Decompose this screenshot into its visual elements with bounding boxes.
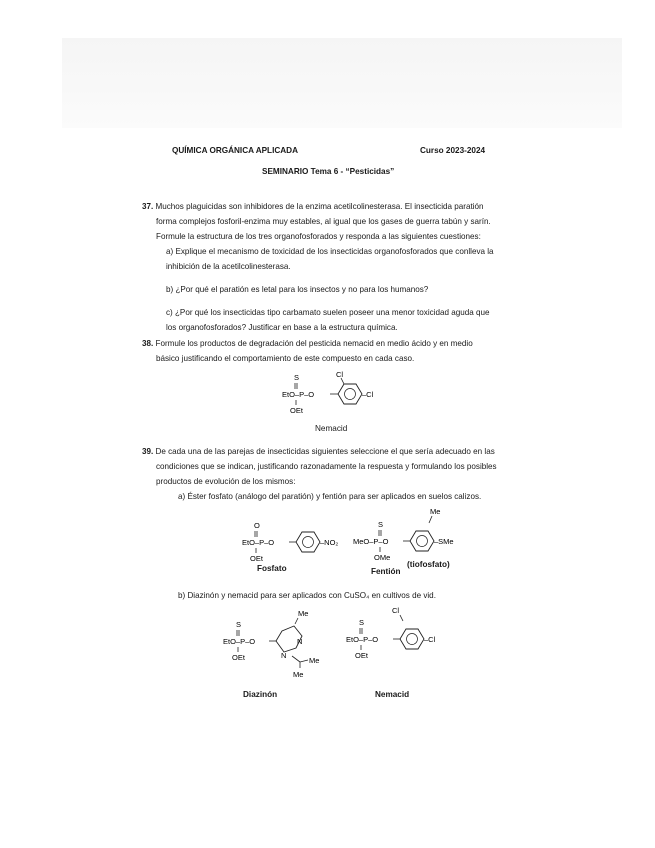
- q37-a-line-2: inhibición de la acetilcolinesterasa.: [166, 262, 291, 271]
- q39-line-3: productos de evolución de los mismos:: [156, 477, 296, 486]
- question-39: [142, 444, 517, 489]
- atom-oet: OEt: [290, 406, 303, 415]
- page-shadow: [62, 38, 622, 128]
- atom-s: S: [236, 620, 242, 629]
- atom-cl-top: Cl: [336, 370, 344, 379]
- course-year: Curso 2023-2024: [420, 146, 486, 155]
- q37-line-3: Formule la estructura de los tres organofosforados y responda a las siguientes cuestiones:: [156, 232, 481, 241]
- atom-me-bottom: Me: [293, 670, 304, 679]
- atom-s: S: [359, 618, 365, 627]
- atom-oet: OEt: [250, 554, 263, 563]
- fention-caption: Fentión: [371, 567, 401, 576]
- atom-oet: OEt: [355, 651, 368, 660]
- atom-o: O: [254, 521, 260, 530]
- atom-me-side: Me: [309, 656, 320, 665]
- question-38: [142, 336, 517, 366]
- q37-b-line-1: b) ¿Por qué el paratión es letal para los insectos y no para los humanos?: [166, 285, 429, 294]
- fosfato-caption: Fosfato: [257, 564, 287, 573]
- diazinon-structure: [222, 606, 342, 682]
- q37-a-line-1: a) Explique el mecanismo de toxicidad de los insecticidas organofosforados que conlleva la: [166, 247, 494, 256]
- atom-no2: –NO₂: [320, 538, 339, 547]
- fention-structure: [352, 506, 472, 568]
- eto-p-o: EtO–P–O: [346, 635, 379, 644]
- q39-b: b) Diazinón y nemacid para ser aplicados con CuSO₄ en cultivos de vid.: [178, 591, 436, 600]
- q37-line-1: 37. Muchos plaguicidas son inhibidores de la enzima acetilcolinesterasa. El insecticida paratión: [142, 202, 484, 211]
- q37-number: 37.: [142, 202, 154, 211]
- fosfato-structure: [228, 518, 348, 568]
- q39-line-1: 39. De cada una de las parejas de insecticidas siguientes seleccione el que sería adecuado en las: [142, 447, 495, 456]
- diazinon-caption: Diazinón: [243, 690, 278, 699]
- q37-c-line-1: c) ¿Por qué los insecticidas tipo carbamato suelen poseer una menor toxicidad aguda que: [166, 308, 490, 317]
- atom-oet: OEt: [232, 653, 245, 662]
- meo-p-o: MeO–P–O: [353, 537, 389, 546]
- q38-line-1: 38. Formule los productos de degradación del pesticida nemacid en medio ácido y en medio: [142, 339, 473, 348]
- atom-cl-right: –Cl: [424, 635, 436, 644]
- atom-n2: N: [281, 651, 287, 660]
- atom-me-top: Me: [298, 609, 309, 618]
- q38-line-2: básico justificando el comportamiento de este compuesto en cada caso.: [156, 354, 415, 363]
- q38-number: 38.: [142, 339, 154, 348]
- eto-p-o: EtO–P–O: [242, 538, 275, 547]
- q39-line-2: condiciones que se indican, justificando razonadamente la respuesta y formulando los posibles: [156, 462, 497, 471]
- nemacid-structure: [280, 370, 390, 420]
- course-name: QUÍMICA ORGÁNICA APLICADA: [172, 146, 298, 155]
- nemacid2-caption: Nemacid: [375, 690, 410, 699]
- nemacid-caption: Nemacid: [315, 424, 348, 433]
- atom-s: S: [294, 373, 300, 382]
- atom-cl-right: –Cl: [362, 390, 374, 399]
- atom-sme: –SMe: [434, 537, 454, 546]
- tiofosfato-caption: (tiofosfato): [407, 560, 450, 569]
- q37-c-line-2: los organofosforados? Justificar en base a la estructura química.: [166, 323, 398, 332]
- atom-me: Me: [430, 507, 441, 516]
- q37-line-2: forma complejos fosforil-enzima muy estables, al igual que los gases de guerra tabún y sarín.: [156, 217, 491, 226]
- eto-p-o: EtO–P–O: [282, 390, 315, 399]
- atom-cl-top: Cl: [392, 606, 400, 615]
- atom-n1: N: [297, 637, 303, 646]
- question-37: [142, 199, 517, 244]
- seminar-title: SEMINARIO Tema 6 - “Pesticidas”: [262, 167, 395, 176]
- q39-a: a) Éster fosfato (análogo del paratión) y fentión para ser aplicados en suelos calizos.: [178, 492, 482, 501]
- q39-number: 39.: [142, 447, 154, 456]
- q37-subquestions: [166, 244, 516, 335]
- atom-s: S: [378, 520, 384, 529]
- eto-p-o: EtO–P–O: [223, 637, 256, 646]
- atom-ome: OMe: [374, 553, 391, 562]
- nemacid2-structure: [340, 604, 455, 664]
